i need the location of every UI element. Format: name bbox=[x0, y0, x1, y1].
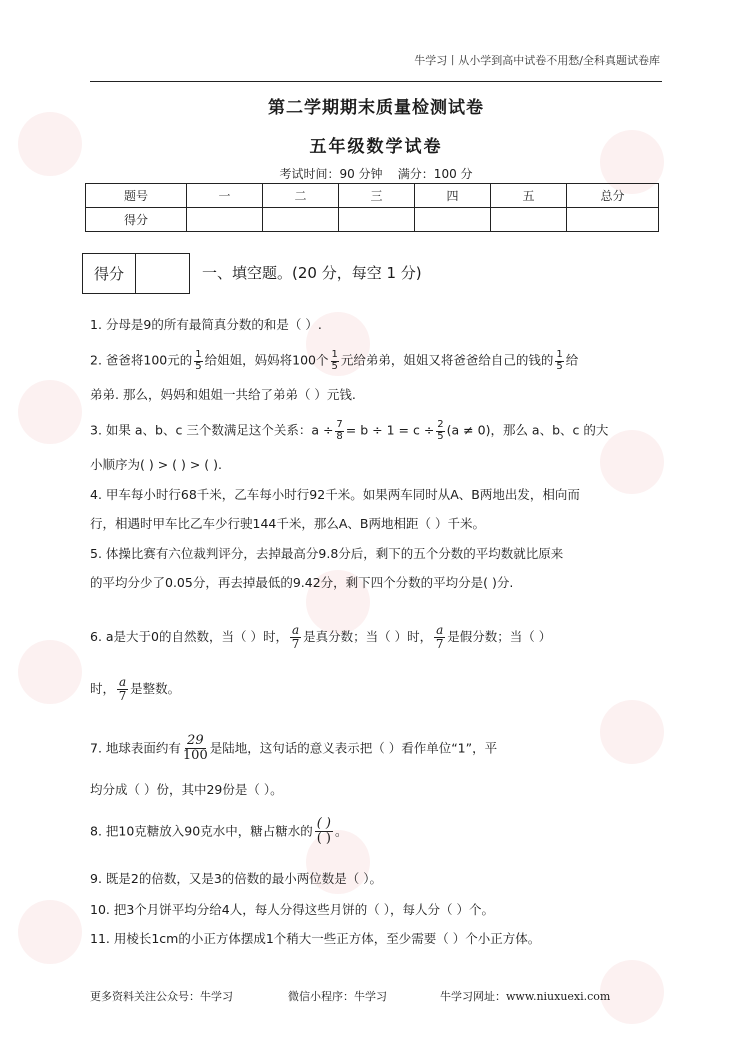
fraction: $\frac{7}{8}$ bbox=[336, 419, 343, 442]
question-11: 11. 用棱长1cm的小正方体摆成1个稍大一些正方体，至少需要（ ）个小正方体。 bbox=[90, 931, 541, 946]
watermark-logo bbox=[18, 640, 82, 704]
table-header-cell: 四 bbox=[415, 184, 491, 208]
score-cell[interactable] bbox=[187, 208, 263, 232]
question-8: 8. 把10克糖放入90克水中，糖占糖水的 $\frac{( )}{( )}$ 。 bbox=[90, 816, 348, 847]
section-score-blank[interactable] bbox=[136, 254, 189, 293]
score-table bbox=[85, 183, 659, 232]
table-row bbox=[86, 208, 659, 232]
question-5-line-2: 的平均分少了0.05分，再去掉最低的9.42分，剩下四个分数的平均分是( )分. bbox=[90, 575, 514, 590]
table-row bbox=[86, 184, 659, 208]
table-header-cell: 一 bbox=[187, 184, 263, 208]
score-cell[interactable] bbox=[339, 208, 415, 232]
watermark-logo bbox=[18, 900, 82, 964]
question-2: 2. 爸爸将100元的 $\frac{1}{5}$ 给姐姐，妈妈将100个 $\frac{1}{5}$ 元给弟弟，姐姐又将爸爸给自己的钱的 $\frac{1}{5}$ 给 bbox=[90, 349, 579, 372]
question-1: 1. 分母是9的所有最简真分数的和是（ ）. bbox=[90, 317, 322, 332]
table-header-cell: 题号 bbox=[86, 184, 187, 208]
question-4-line-2: 行，相遇时甲车比乙车少行驶144千米，那么A、B两地相距（ ）千米。 bbox=[90, 516, 485, 531]
section-score-box bbox=[82, 253, 190, 294]
question-6: 6. a是大于0的自然数，当（ ）时， $\frac{a}{7}$ 是真分数；当（ ）时， $\frac{a}{7}$ 是假分数；当（ ） bbox=[90, 623, 552, 652]
table-header-cell: 总分 bbox=[567, 184, 659, 208]
score-cell[interactable] bbox=[567, 208, 659, 232]
watermark-logo bbox=[600, 430, 664, 494]
score-cell[interactable] bbox=[263, 208, 339, 232]
fraction: $\frac{29}{100}$ bbox=[182, 733, 208, 764]
question-3: 3. 如果 a、b、c 三个数满足这个关系：a ÷ $\frac{7}{8}$ = b ÷ 1 = c ÷ $\frac{2}{5}$ (a ≠ 0)，那么 a、b、c 的大 bbox=[90, 419, 609, 442]
fraction: $\frac{1}{5}$ bbox=[556, 349, 563, 372]
footer-website-link[interactable]: 牛学习网址：www.niuxuexi.com bbox=[440, 990, 611, 1003]
question-3-line-2: 小顺序为( ) > ( ) > ( ). bbox=[90, 457, 222, 472]
watermark-logo bbox=[18, 380, 82, 444]
fraction: $\frac{1}{5}$ bbox=[195, 349, 202, 372]
exam-info: 考试时间：90 分钟 满分：100 分 bbox=[279, 167, 473, 181]
footer-miniprogram: 微信小程序：牛学习 bbox=[288, 990, 387, 1003]
question-7: 7. 地球表面约有 $\frac{29}{100}$ 是陆地，这句话的意义表示把（ ）看作单位“1”，平 bbox=[90, 733, 498, 764]
question-7-line-2: 均分成（ ）份，其中29份是（ ）。 bbox=[90, 782, 283, 797]
fraction: $\frac{2}{5}$ bbox=[437, 419, 444, 442]
table-header-cell: 五 bbox=[491, 184, 567, 208]
question-5: 5. 体操比赛有六位裁判评分，去掉最高分9.8分后，剩下的五个分数的平均数就比原来 bbox=[90, 546, 564, 561]
table-header-cell: 三 bbox=[339, 184, 415, 208]
question-4: 4. 甲车每小时行68千米，乙车每小时行92千米。如果两车同时从A、B两地出发，相向而 bbox=[90, 487, 580, 502]
question-9: 9. 既是2的倍数，又是3的倍数的最小两位数是（ ）。 bbox=[90, 871, 383, 886]
question-2-line-2: 弟弟. 那么，妈妈和姐姐一共给了弟弟（ ）元钱. bbox=[90, 387, 356, 402]
table-header-cell: 二 bbox=[263, 184, 339, 208]
footer-wechat: 更多资料关注公众号：牛学习 bbox=[90, 990, 233, 1003]
fraction: $\frac{a}{7}$ bbox=[118, 675, 127, 704]
fraction: $\frac{1}{5}$ bbox=[331, 349, 338, 372]
header-tagline: 牛学习丨从小学到高中试卷不用愁/全科真题试卷库 bbox=[414, 54, 660, 67]
watermark-logo bbox=[600, 700, 664, 764]
exam-title: 第二学期期末质量检测试卷 bbox=[268, 98, 484, 118]
table-row-label: 得分 bbox=[86, 208, 187, 232]
fraction: $\frac{a}{7}$ bbox=[291, 623, 300, 652]
score-cell[interactable] bbox=[491, 208, 567, 232]
question-6-line-2: 时， $\frac{a}{7}$ 是整数。 bbox=[90, 675, 181, 704]
exam-subtitle: 五年级数学试卷 bbox=[309, 137, 443, 157]
score-cell[interactable] bbox=[415, 208, 491, 232]
fraction-answer-blank[interactable]: $\frac{( )}{( )}$ bbox=[316, 816, 331, 847]
fraction: $\frac{a}{7}$ bbox=[435, 623, 444, 652]
question-10: 10. 把3个月饼平均分给4人，每人分得这些月饼的（ ），每人分（ ）个。 bbox=[90, 902, 494, 917]
section-heading: 一、填空题。(20 分，每空 1 分) bbox=[202, 264, 422, 282]
header-divider bbox=[90, 81, 662, 82]
section-score-label: 得分 bbox=[83, 254, 136, 293]
